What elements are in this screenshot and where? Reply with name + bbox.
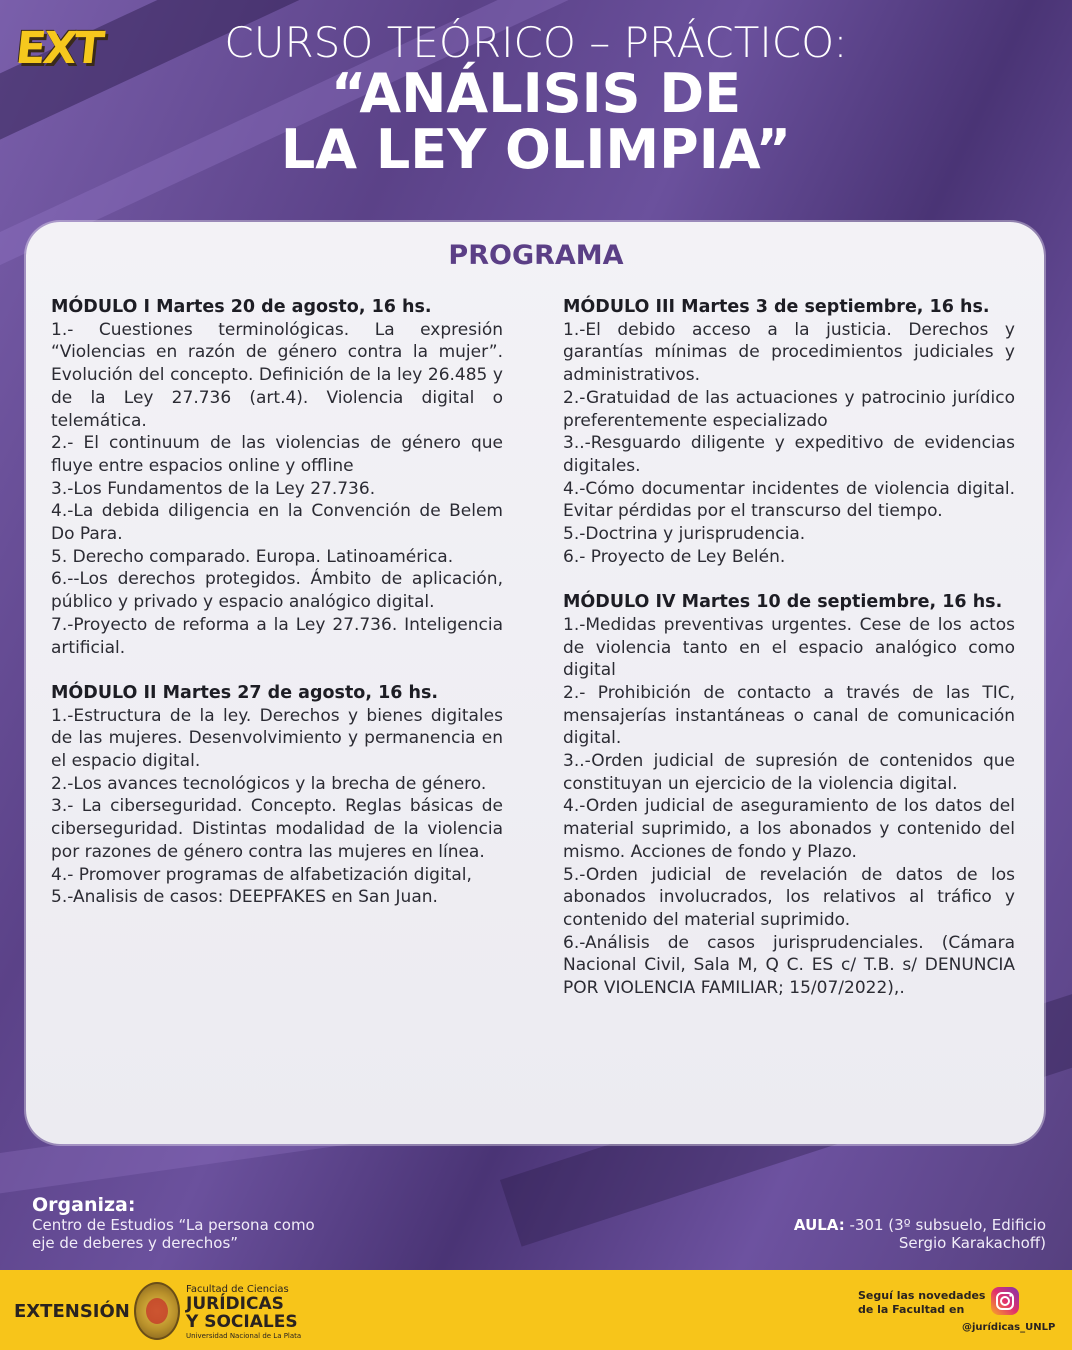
module-3-item: 5.-Doctrina y jurisprudencia. xyxy=(563,524,806,545)
module-3-item: 3..-Resguardo diligente y expeditivo de evidencias digitales. xyxy=(563,433,1015,476)
course-title-line1: CURSO TEÓRICO – PRÁCTICO: xyxy=(224,18,848,67)
module-1-heading: MÓDULO I Martes 20 de agosto, 16 hs. xyxy=(51,297,432,317)
module-2-item: 3.- La ciberseguridad. Concepto. Reglas básicas de ciberseguridad. Distintas modalidad de la violencia por razones de género contra las mujeres en línea. xyxy=(51,796,503,862)
module-4-item: 1.-Medidas preventivas urgentes. Cese de los actos de violencia tanto en el espacio analógico como digital xyxy=(563,614,1015,681)
module-2-item: 2.-Los avances tecnológicos y la brecha de género. xyxy=(51,773,487,794)
module-3-heading: MÓDULO III Martes 3 de septiembre, 16 hs. xyxy=(563,297,990,317)
follow-text: Seguí las novedades de la Facultad en xyxy=(858,1289,986,1316)
module-1-item: 2.- El continuum de las violencias de género que fluye entre espacios online y offline xyxy=(51,433,503,476)
faculty-name-line1: JURÍDICAS xyxy=(186,1294,284,1314)
instagram-icon[interactable] xyxy=(990,1286,1020,1316)
aula-info xyxy=(786,1216,1046,1252)
left-column xyxy=(51,296,503,909)
right-column xyxy=(563,296,1015,1000)
faculty-small-label: Facultad de Ciencias xyxy=(186,1284,289,1295)
ext-logo: EXT xyxy=(13,23,104,74)
module-1-item: 4.-La debida diligencia en la Convención de Belem Do Para. xyxy=(51,501,503,545)
seal-center xyxy=(146,1298,168,1324)
spacer xyxy=(51,659,503,682)
module-4-item: 2.- Prohibición de contacto a través de las TIC, mensajerías instantáneas o canal de comunicación digital. xyxy=(563,682,1015,749)
module-1-item: 6.--Los derechos protegidos. Ámbito de aplicación, público y privado y espacio analógico digital. xyxy=(51,569,503,613)
module-2-item: 1.-Estructura de la ley. Derechos y bienes digitales de las mujeres. Desenvolvimiento y permanencia en el espacio digital. xyxy=(51,705,503,772)
module-3-item: 1.-El debido acceso a la justicia. Derechos y garantías mínimas de procedimientos judiciales y administrativos. xyxy=(563,319,1015,386)
instagram-handle[interactable]: @jurídicas_UNLP xyxy=(962,1322,1056,1333)
module-2-heading: MÓDULO II Martes 27 de agosto, 16 hs. xyxy=(51,682,439,703)
aula-label: AULA: xyxy=(793,1216,845,1234)
module-4-item: 5.-Orden judicial de revelación de datos de los abonados involucrados, los relativos al tráfico y contenido del material suprimido. xyxy=(563,864,1015,930)
module-4-item: 4.-Orden judicial de aseguramiento de los datos del material suprimido, a los abonados y contenido del mismo. Acciones de fondo y Plazo. xyxy=(563,796,1015,862)
course-title-line3: LA LEY OLIMPIA” xyxy=(280,118,792,181)
module-3-item: 6.- Proyecto de Ley Belén. xyxy=(563,546,786,567)
module-1-item: 3.-Los Fundamentos de la Ley 27.736. xyxy=(51,478,376,499)
module-1-item: 5. Derecho comparado. Europa. Latinoamérica. xyxy=(51,546,454,567)
university-name: Universidad Nacional de La Plata xyxy=(186,1332,302,1340)
module-3-item: 4.-Cómo documentar incidentes de violencia digital. Evitar pérdidas por el transcurso del tiempo. xyxy=(563,478,1015,522)
extension-label: EXTENSIÓN xyxy=(14,1301,130,1322)
university-seal-icon xyxy=(134,1282,180,1340)
module-2-item: 5.-Analisis de casos: DEEPFAKES en San Juan. xyxy=(51,887,438,908)
module-4-item: 6.-Análisis de casos jurisprudenciales. (Cámara Nacional Civil, Sala M, Q C. ES c/ T.B. s/ DENUNCIA POR VIOLENCIA FAMILIAR; 15/07/2022),. xyxy=(563,932,1015,999)
organiza-label: Organiza: xyxy=(32,1194,136,1216)
organiza-text: Centro de Estudios “La persona como eje de deberes y derechos” xyxy=(32,1216,315,1252)
module-2-item: 4.- Promover programas de alfabetización digital, xyxy=(51,864,472,885)
aula-text: -301 (3º subsuelo, Edificio Sergio Karakachoff) xyxy=(844,1216,1046,1252)
module-4-heading: MÓDULO IV Martes 10 de septiembre, 16 hs. xyxy=(563,592,1003,613)
faculty-name-line2: Y SOCIALES xyxy=(186,1312,298,1332)
program-title: PROGRAMA xyxy=(448,240,624,271)
module-1-item: 1.- Cuestiones terminológicas. La expresión “Violencias en razón de género contra la mujer”. Evolución del concepto. Definición de la ley 26.485 y de la Ley 27.736 (art.4). Violencia digital o telemática. xyxy=(51,319,503,431)
module-3-item: 2.-Gratuidad de las actuaciones y patrocinio jurídico preferentemente especializado xyxy=(563,387,1015,431)
module-1-item: 7.-Proyecto de reforma a la Ley 27.736. Inteligencia artificial. xyxy=(51,614,503,658)
module-4-item: 3..-Orden judicial de supresión de contenidos que constituyan un ejercicio de la violencia digital. xyxy=(563,751,1015,794)
course-title-line2: “ANÁLISIS DE xyxy=(330,62,742,125)
spacer xyxy=(563,568,1015,591)
